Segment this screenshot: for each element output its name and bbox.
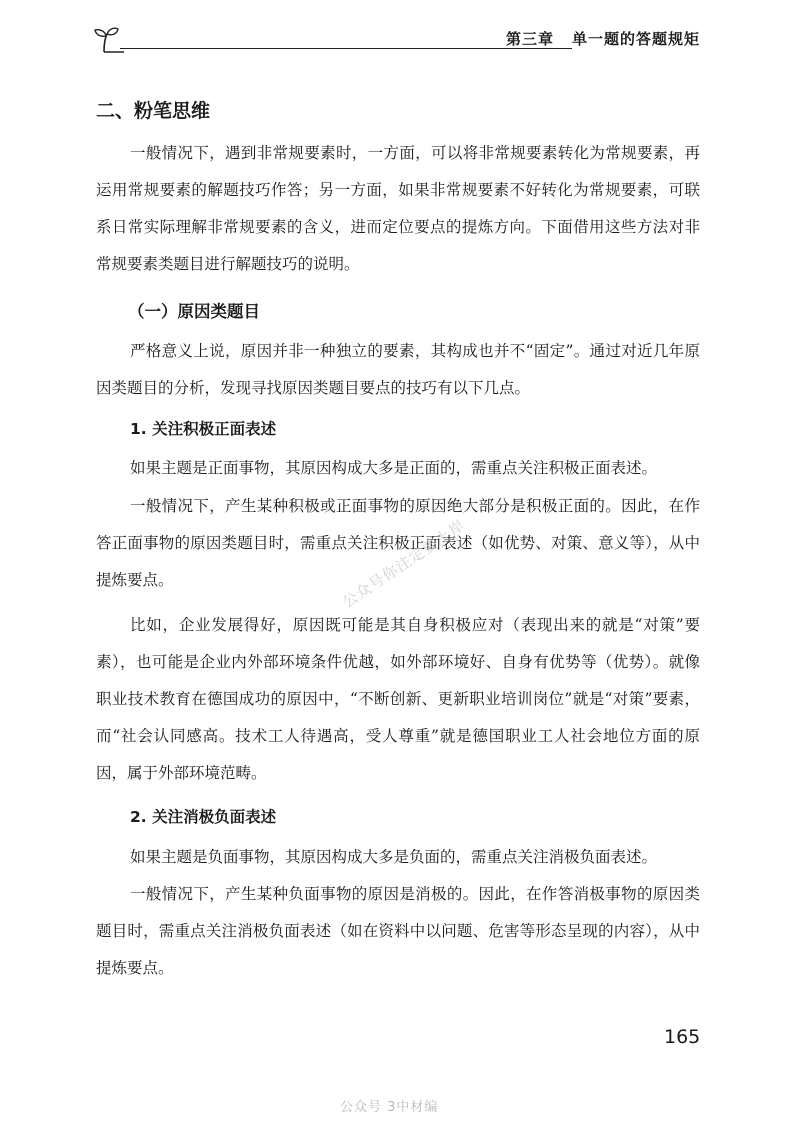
point-1-paragraph-3: 比如，企业发展得好，原因既可能是其自身积极应对（表现出来的就是“对策”要素），也可能是企业内外部环境条件优越，如外部环境好、自身有优势等（优势）。就像职业技术教育在德国成功的原因中，“不断创新、更新职业培训岗位”就是“对策”要素，而“社会认同感高。技术工人待遇高，受人尊重”就是德国职业工人社会地位方面的原因，属于外部环境范畴。 bbox=[96, 616, 700, 782]
point-2-title: 2. 关注消极负面表述 bbox=[130, 808, 277, 826]
section-intro-paragraph: 一般情况下，遇到非常规要素时，一方面，可以将非常规要素转化为常规要素，再运用常规要素的解题技巧作答；另一方面，如果非常规要素不好转化为常规要素，可联系日常实际理解非常规要素的含义，进而定位要点的提炼方向。下面借用这些方法对非常规要素类题目进行解题技巧的说明。 bbox=[96, 144, 700, 273]
page-number: 165 bbox=[664, 1026, 701, 1048]
section-title: 二、粉笔思维 bbox=[96, 100, 211, 122]
running-header bbox=[90, 22, 700, 56]
subsection-intro-paragraph: 严格意义上说，原因并非一种独立的要素，其构成也并不“固定”。通过对近几年原因类题目的分析，发现寻找原因类题目要点的技巧有以下几点。 bbox=[96, 342, 700, 397]
header-rule bbox=[120, 48, 572, 49]
sprout-icon bbox=[90, 22, 124, 56]
point-2-paragraph-2: 一般情况下，产生某种负面事物的原因是消极的。因此，在作答消极事物的原因类题目时，需重点关注消极负面表述（如在资料中以问题、危害等形态呈现的内容），从中提炼要点。 bbox=[96, 885, 700, 977]
point-2-paragraph-1: 如果主题是负面事物，其原因构成大多是负面的，需重点关注消极负面表述。 bbox=[130, 848, 658, 866]
chapter-label: 第三章 bbox=[505, 30, 554, 48]
point-1-title: 1. 关注积极正面表述 bbox=[130, 420, 277, 438]
chapter-heading bbox=[506, 28, 700, 49]
point-1-paragraph-1: 如果主题是正面事物，其原因构成大多是正面的，需重点关注积极正面表述。 bbox=[130, 459, 658, 477]
footer-watermark: 公众号 3中材编 bbox=[340, 1100, 439, 1115]
subsection-title: （一）原因类题目 bbox=[128, 302, 260, 321]
point-1-paragraph-2: 一般情况下，产生某种积极或正面事物的原因绝大部分是积极正面的。因此，在作答正面事物的原因类题目时，需重点关注积极正面表述（如优势、对策、意义等），从中提炼要点。 bbox=[96, 497, 700, 589]
chapter-title: 单一题的答题规矩 bbox=[571, 30, 700, 48]
watermark-text: 公众号你注定要上岸 bbox=[339, 516, 469, 612]
